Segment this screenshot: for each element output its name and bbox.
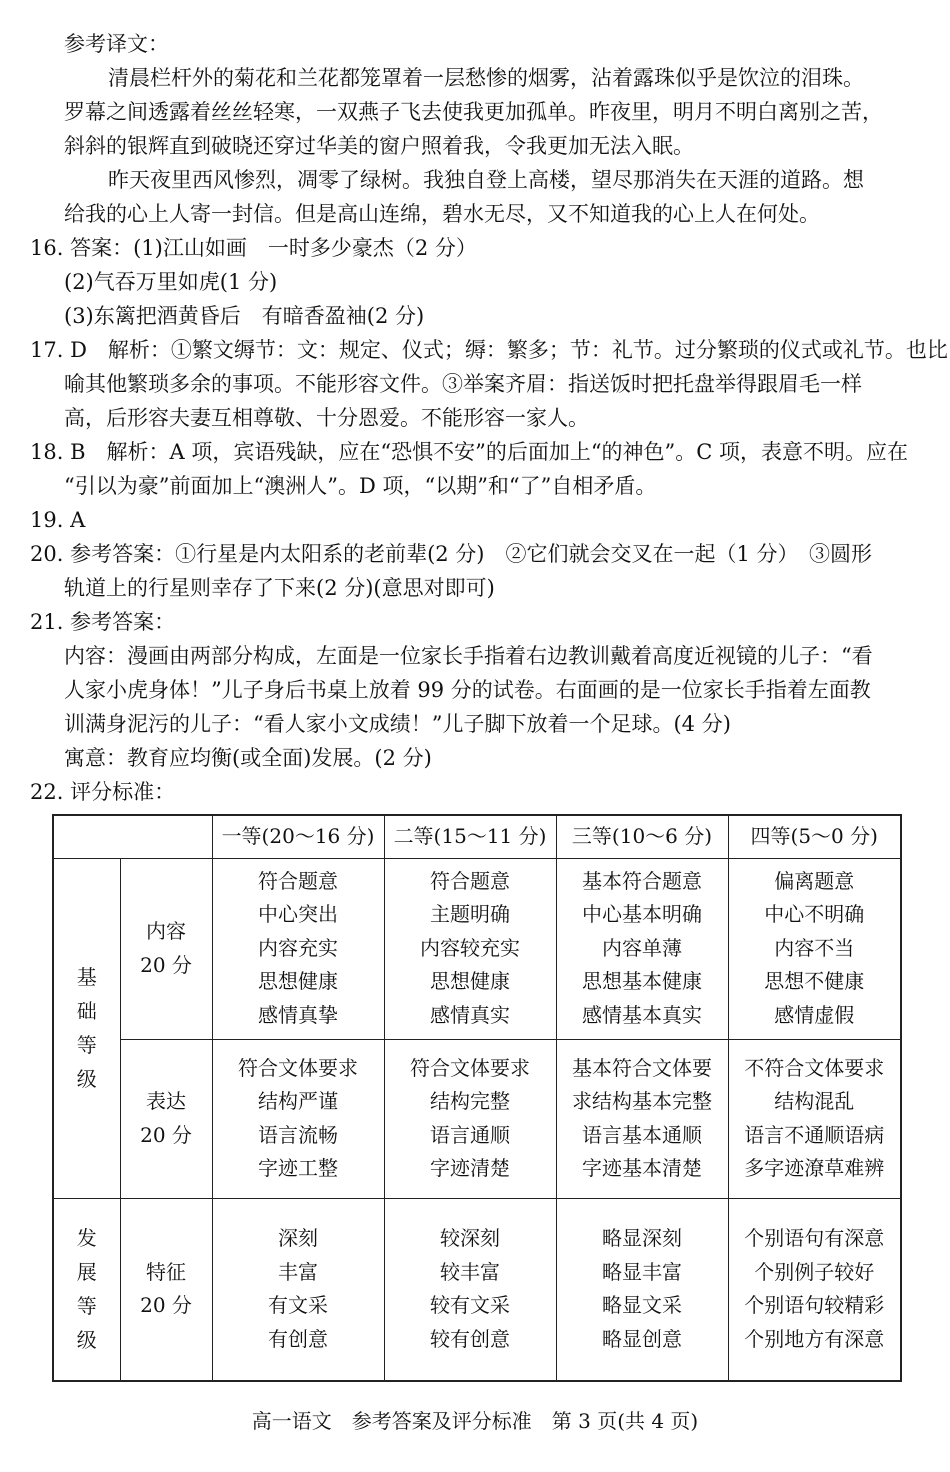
rubric-item: 内容不当 xyxy=(774,935,855,960)
expression-label: 表达 xyxy=(146,1089,186,1113)
rubric-item: 较丰富 xyxy=(440,1259,500,1284)
content-grade-2 xyxy=(384,858,556,1039)
q18-answer-line1: 18. B 解析：A 项，宾语残缺，应在“恐惧不安”的后面加上“的神色”。C 项，表意不明。应在 xyxy=(30,440,909,464)
q17-answer-line3: 高，后形容夫妻互相尊敬、十分恩爱。不能形容一家人。 xyxy=(64,406,589,430)
rubric-item: 中心不明确 xyxy=(764,902,865,927)
rubric-item: 语言基本通顺 xyxy=(582,1122,702,1147)
rubric-item: 不符合文体要求 xyxy=(744,1055,885,1080)
expression-grade-3 xyxy=(556,1039,728,1198)
q21-content-line2: 人家小虎身体！”儿子身后书桌上放着 99 分的试卷。右面画的是一位家长手指着左面教 xyxy=(64,678,871,702)
grade-1-header: 一等(20～16 分) xyxy=(212,815,384,858)
expression-grade-4 xyxy=(728,1039,901,1198)
development-level-cell xyxy=(53,1198,120,1381)
expression-criterion-cell xyxy=(120,1039,212,1198)
rubric-item: 符合文体要求 xyxy=(238,1055,358,1080)
translation-p1-line1: 清晨栏杆外的菊花和兰花都笼罩着一层愁惨的烟雾，沾着露珠似乎是饮泣的泪珠。 xyxy=(108,66,864,90)
rubric-item: 深刻 xyxy=(278,1226,318,1251)
rubric-item: 语言通顺 xyxy=(430,1122,510,1147)
content-label: 内容 xyxy=(146,919,186,943)
grade-4-header: 四等(5～0 分) xyxy=(728,815,901,858)
translation-p2-line1: 昨天夜里西风惨烈，凋零了绿树。我独自登上高楼，望尽那消失在天涯的道路。想 xyxy=(108,168,864,192)
expression-grade-2 xyxy=(384,1039,556,1198)
rubric-item: 略显深刻 xyxy=(602,1226,682,1251)
feature-grade-3 xyxy=(556,1198,728,1381)
rubric-item: 思想不健康 xyxy=(764,969,865,994)
rubric-item: 略显文采 xyxy=(602,1293,682,1318)
q20-answer-line1: 20. 参考答案：①行星是内太阳系的老前辈(2 分) ②它们就会交叉在一起（1 分） ③圆形 xyxy=(30,542,873,566)
rubric-item: 多字迹潦草难辨 xyxy=(744,1156,885,1180)
q20-answer-line2: 轨道上的行星则幸存了下来(2 分)(意思对即可) xyxy=(64,576,495,600)
feature-grade-4 xyxy=(728,1198,901,1381)
rubric-item: 内容充实 xyxy=(258,935,338,960)
q21-meaning: 寓意：教育应均衡(或全面)发展。(2 分) xyxy=(64,746,432,770)
q18-answer-line2: “引以为豪”前面加上“澳洲人”。D 项，“以期”和“了”自相矛盾。 xyxy=(64,474,657,498)
basic-level-label: 基础等级 xyxy=(76,964,97,1091)
feature-criterion-cell xyxy=(120,1198,212,1381)
rubric-item: 有文采 xyxy=(268,1293,328,1318)
translation-heading: 参考译文： xyxy=(64,32,169,56)
feature-points: 20 分 xyxy=(140,1293,192,1318)
rubric-item: 结构完整 xyxy=(430,1089,510,1113)
translation-p1-line3: 斜斜的银辉直到破晓还穿过华美的窗户照着我，令我更加无法入眠。 xyxy=(64,134,694,158)
rubric-item: 符合题意 xyxy=(430,868,510,893)
rubric-item: 中心基本明确 xyxy=(582,902,702,927)
content-grade-4 xyxy=(728,858,901,1039)
rubric-item: 符合题意 xyxy=(258,868,338,893)
q17-answer-line2: 喻其他繁琐多余的事项。不能形容文件。③举案齐眉：指送饭时把托盘举得跟眉毛一样 xyxy=(64,372,862,396)
q19-answer: 19. A xyxy=(30,508,86,532)
feature-label: 特征 xyxy=(146,1259,186,1284)
page-footer: 高一语文 参考答案及评分标准 第 3 页(共 4 页) xyxy=(251,1409,699,1433)
rubric-item: 结构严谨 xyxy=(258,1089,338,1113)
grade-2-header: 二等(15～11 分) xyxy=(384,815,556,858)
grade-3-header: 三等(10～6 分) xyxy=(556,815,728,858)
q21-content-line1: 内容：漫画由两部分构成，左面是一位家长手指着右边教训戴着高度近视镜的儿子：“看 xyxy=(64,644,873,668)
rubric-item: 基本符合题意 xyxy=(582,868,702,893)
rubric-item: 较深刻 xyxy=(440,1226,500,1251)
rubric-item: 主题明确 xyxy=(430,902,510,927)
rubric-item: 字迹基本清楚 xyxy=(582,1156,702,1180)
rubric-item: 思想健康 xyxy=(430,969,510,994)
content-criterion-cell xyxy=(120,858,212,1039)
rubric-item: 符合文体要求 xyxy=(410,1055,530,1080)
q21-answer-heading: 21. 参考答案： xyxy=(30,610,176,634)
translation-p1-line2: 罗幕之间透露着丝丝轻寒，一双燕子飞去使我更加孤单。昨夜里，明月不明白离别之苦， xyxy=(64,100,883,124)
rubric-item: 字迹清楚 xyxy=(430,1156,510,1180)
rubric-content-row xyxy=(53,858,901,1039)
rubric-item: 感情真实 xyxy=(430,1002,510,1027)
rubric-corner-cell xyxy=(53,815,212,858)
rubric-item: 中心突出 xyxy=(258,902,338,927)
rubric-item: 字迹工整 xyxy=(258,1156,338,1180)
expression-grade-1 xyxy=(212,1039,384,1198)
rubric-item: 内容较充实 xyxy=(420,935,520,960)
rubric-item: 丰富 xyxy=(278,1259,318,1284)
translation-p2-line2: 给我的心上人寄一封信。但是高山连绵，碧水无尽，又不知道我的心上人在何处。 xyxy=(64,202,820,226)
q16-answer-line2: (2)气吞万里如虎(1 分) xyxy=(64,270,278,294)
feature-grade-1 xyxy=(212,1198,384,1381)
rubric-expression-row xyxy=(53,1039,901,1198)
rubric-item: 内容单薄 xyxy=(602,935,682,960)
content-points: 20 分 xyxy=(140,952,192,977)
q16-answer-line3: (3)东篱把酒黄昏后 有暗香盈袖(2 分) xyxy=(64,304,425,328)
rubric-item: 略显创意 xyxy=(602,1326,682,1351)
development-level-label: 发展等级 xyxy=(76,1226,97,1352)
rubric-item: 略显丰富 xyxy=(602,1259,682,1284)
expression-points: 20 分 xyxy=(140,1122,192,1147)
q17-answer-line1: 17. D 解析：①繁文缛节：文：规定、仪式；缛：繁多；节：礼节。过分繁琐的仪式或礼节。也比 xyxy=(30,338,948,362)
rubric-header-row xyxy=(53,815,901,858)
feature-grade-2 xyxy=(384,1198,556,1381)
rubric-item: 语言不通顺语病 xyxy=(744,1122,885,1147)
rubric-item: 思想基本健康 xyxy=(582,969,702,994)
rubric-item: 偏离题意 xyxy=(774,868,855,893)
content-grade-3 xyxy=(556,858,728,1039)
q16-answer-line1: 16. 答案：(1)江山如画 一时多少豪杰（2 分） xyxy=(30,236,477,260)
rubric-item: 感情虚假 xyxy=(774,1002,855,1027)
rubric-item: 个别例子较好 xyxy=(754,1259,875,1284)
rubric-item: 思想健康 xyxy=(258,969,338,994)
rubric-item: 感情基本真实 xyxy=(582,1002,702,1027)
rubric-item: 基本符合文体要 xyxy=(572,1055,712,1080)
rubric-item: 较有文采 xyxy=(430,1293,510,1318)
rubric-item: 有创意 xyxy=(268,1326,328,1351)
rubric-item: 个别地方有深意 xyxy=(744,1326,885,1351)
scoring-rubric-table xyxy=(52,814,902,1382)
rubric-item: 感情真挚 xyxy=(258,1002,338,1027)
q21-content-line3: 训满身泥污的儿子：“看人家小文成绩！”儿子脚下放着一个足球。(4 分) xyxy=(64,712,731,736)
rubric-item: 语言流畅 xyxy=(258,1122,338,1147)
q22-heading: 22. 评分标准： xyxy=(30,780,176,804)
rubric-feature-row xyxy=(53,1198,901,1381)
basic-level-cell xyxy=(53,858,120,1198)
rubric-item: 结构混乱 xyxy=(774,1089,855,1113)
rubric-item: 个别语句较精彩 xyxy=(744,1293,885,1318)
rubric-item: 较有创意 xyxy=(430,1326,510,1351)
content-grade-1 xyxy=(212,858,384,1039)
rubric-item: 个别语句有深意 xyxy=(744,1226,885,1251)
rubric-item: 求结构基本完整 xyxy=(572,1089,712,1113)
